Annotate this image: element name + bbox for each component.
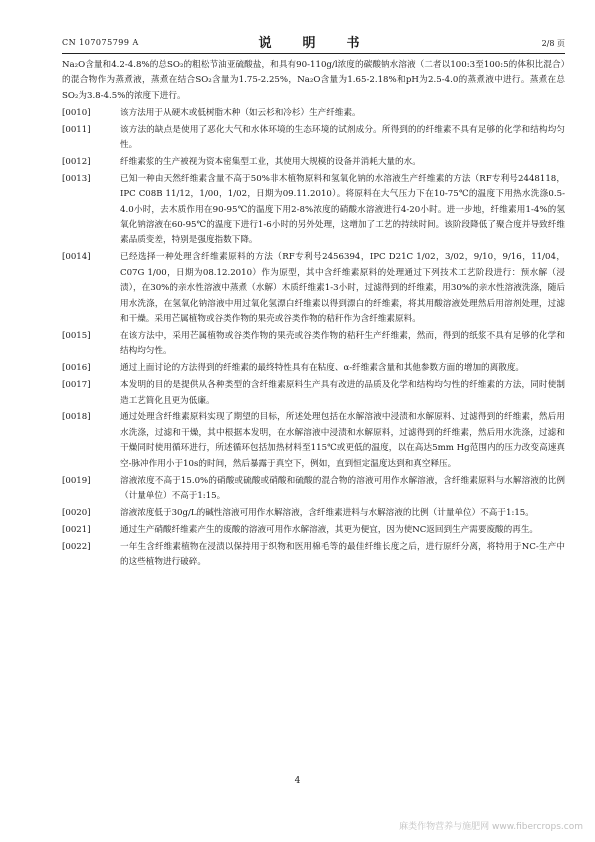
paragraph-text: 该方法的缺点是使用了恶化大气和水体环境的生态环境的试剂成分。所得到的的纤维素不具有足够的化学和结构均匀性。 [120,124,565,151]
paragraph-number: [0020] [62,507,91,518]
paragraph-text: 纤维素浆的生产被视为资本密集型工业，其使用大规模的设备并消耗大量的水。 [120,156,421,167]
paragraph-text: 溶液浓度不高于15.0%的硝酸或硫酸或硝酸和硫酸的混合物的溶液可用作水解溶液，含纤维素原料与水解溶液的比例（计量单位）不高于1:15。 [120,475,565,501]
numbered-paragraph [62,361,565,378]
numbered-paragraph [62,410,565,473]
numbered-paragraph [62,106,565,123]
paragraph-text: 通过上面讨论的方法得到的纤维素的最终特性具有在粘度、α-纤维素含量和其他参数方面的增加的离散度。 [120,363,525,374]
intro-paragraph: Na₂O含量和4.2-4.8%的总SO₂的粗松节油亚硫酸盐，和具有90-110g/l浓度的碳酸钠水溶液（二者以100:3至100:5的体积比混合）的混合物作为蒸煮液，蒸煮在结合SO₂含量为1.75-2.25%，Na₂O含量为1.65-2.18%和pH为2.5-4.0的蒸煮液中进行。蒸煮在总SO₂为3.8-4.5%的浓度下进行。 [62,60,565,101]
paragraph-text: 本发明的目的是提供从各种类型的含纤维素原料生产具有改进的品质及化学和结构均匀性的纤维素的方法，同时使制造工艺简化且更为低廉。 [120,380,565,406]
document-title: 说 明 书 [258,36,369,51]
numbered-paragraph [62,155,565,172]
document-number: CN 107075799 A [62,38,139,47]
paragraph-number: [0015] [62,330,91,341]
paragraph-number: [0022] [62,541,91,552]
numbered-paragraph [62,378,565,410]
numbered-paragraph [62,329,565,361]
header-rule [62,53,565,54]
paragraph-number: [0012] [62,156,91,167]
paragraph-list [62,106,565,572]
paragraph-text: 在该方法中，采用芒属植物或谷类作物的果壳或谷类作物的秸秆生产纤维素，然而，得到的纸浆不具有足够的化学和结构均匀性。 [120,330,565,357]
paragraph-text: 通过处理含纤维素原料实现了期望的目标，所述处理包括在水解溶液中浸渍和水解原料、过滤得到的纤维素，然后用水洗涤，过滤和干燥，其中根据本发明，在水解溶液中浸渍和水解原料，过滤得到的纤维素，然后用水洗涤，过滤和干燥同时使用循环进行，所述循环包括加热材料至115℃或更低的温度，以在高达5mm Hg范围内的压力改变高速真空-脉冲作用小于10s的时间，然后暴露于真空下，例如，直到恒定温度达到和真空释压。 [120,412,565,469]
page-count: 2/8 页 [541,39,565,48]
watermark: 麻类作物营养与施肥网 www.fibercrops.com [399,822,583,832]
paragraph-number: [0011] [62,124,91,135]
numbered-paragraph [62,540,565,572]
paragraph-text: 已经选择一种处理含纤维素原料的方法（RF专利号2456394，IPC D21C 1/02，3/02，9/10，9/16，11/04，C07G 1/00，日期为08.12.2010）作为原型，其中含纤维素原料的处理通过下列技术工艺阶段进行：预水解（浸渍），在30%的亲水性溶液中蒸煮（水解）木质纤维素1-3小时，过滤得到的纤维素，用30%的亲水性溶液洗涤，随后用水洗涤，在氢氧化钠溶液中用过氧化氢漂白纤维素以得到漂白的纤维素，将其用酸溶液处理然后用溶剂处理，过滤和干燥。采用芒属植物或谷类作物的果壳或谷类作物的秸秆作为含纤维素原料。 [120,252,565,324]
numbered-paragraph [62,523,565,540]
paragraph-number: [0017] [62,380,91,391]
numbered-paragraph [62,172,565,251]
numbered-paragraph [62,250,565,329]
paragraph-number: [0014] [62,252,91,263]
page-header [62,30,565,52]
paragraph-text: 溶液浓度低于30g/L的碱性溶液可用作水解溶液，含纤维素进料与水解溶液的比例（计量单位）不高于1:15。 [120,507,534,518]
paragraph-text: 已知一种由天然纤维素含量不高于50%非木植物原料和氢氧化钠的水溶液生产纤维素的方法（RF专利号2448118，IPC C08B 11/12，1/00，1/02，日期为09.11.2010）。将原料在大气压力下在10-75℃的温度下用热水洗涤0.5-4.0小时，去木质作用在90-95℃的温度下用2-8%浓度的硝酸水溶液进行4-20小时。进一步地，纤维素用1-4%的氢氧化钠溶液在60-95℃的温度下进行1-6小时的另外处理，这增加了工艺的持续时间。该阶段降低了聚合度并导致纤维素品质变差，特别是强度指数下降。 [120,173,565,246]
paragraph-number: [0016] [62,363,91,374]
paragraph-number: [0010] [62,107,91,118]
paragraph-number: [0021] [62,524,91,535]
paragraph-text: 该方法用于从硬木或低树脂木种（如云杉和冷杉）生产纤维素。 [120,107,361,118]
page-number: 4 [294,776,301,786]
paragraph-text: 通过生产硝酸纤维素产生的废酸的溶液可用作水解溶液，其更为便宜，因为使NC返回到生产需要废酸的再生。 [120,524,539,535]
numbered-paragraph [62,506,565,523]
numbered-paragraph [62,474,565,506]
numbered-paragraph [62,123,565,155]
paragraph-number: [0018] [62,412,91,423]
document-body [62,58,565,572]
paragraph-text: 一年生含纤维素植物在浸渍以保持用于织物和医用棉毛等的最佳纤维长度之后，进行原纤分离，将特用于NC-生产中的这些植物进行破碎。 [120,541,565,568]
paragraph-number: [0013] [62,173,91,184]
paragraph-number: [0019] [62,475,91,486]
